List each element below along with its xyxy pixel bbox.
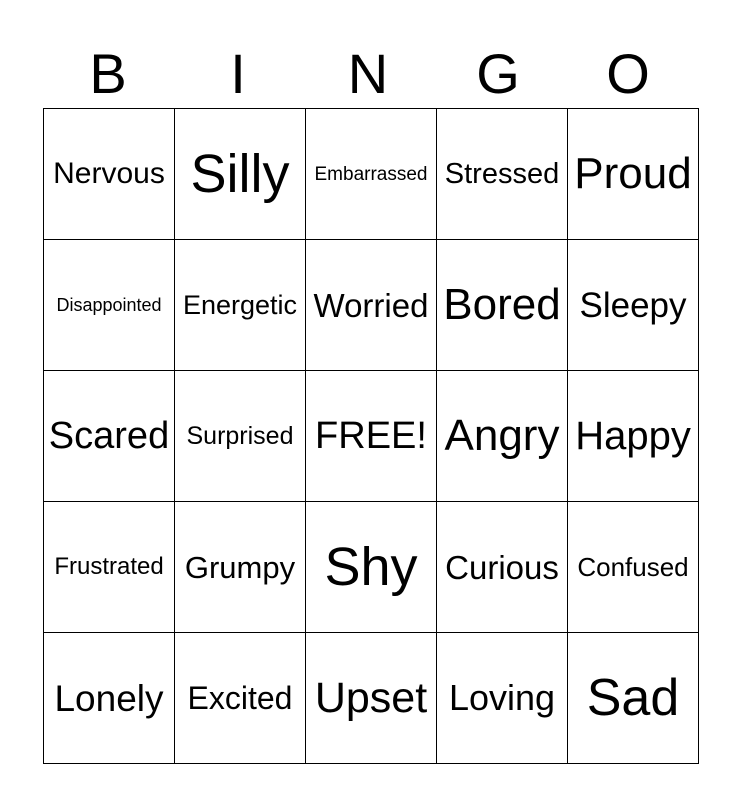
bingo-cell[interactable]: Disappointed [44, 240, 175, 371]
bingo-cell[interactable]: Happy [568, 371, 699, 502]
bingo-cell[interactable]: Frustrated [44, 502, 175, 633]
bingo-cell[interactable]: Sad [568, 633, 699, 764]
bingo-header [43, 40, 693, 108]
bingo-cell[interactable]: Upset [306, 633, 437, 764]
header-letter-o: O [606, 42, 650, 105]
bingo-cell[interactable]: Excited [175, 633, 306, 764]
bingo-cell[interactable]: Angry [437, 371, 568, 502]
board-row [44, 240, 699, 371]
bingo-cell[interactable]: Loving [437, 633, 568, 764]
bingo-cell[interactable]: Bored [437, 240, 568, 371]
board-row [44, 109, 699, 240]
bingo-cell[interactable]: Sleepy [568, 240, 699, 371]
bingo-cell[interactable]: Lonely [44, 633, 175, 764]
bingo-cell[interactable]: Stressed [437, 109, 568, 240]
header-letter-b: B [89, 42, 127, 105]
bingo-cell[interactable]: Silly [175, 109, 306, 240]
bingo-cell[interactable]: Confused [568, 502, 699, 633]
bingo-cell[interactable]: Shy [306, 502, 437, 633]
bingo-cell[interactable]: Grumpy [175, 502, 306, 633]
header-letter-i: I [230, 42, 246, 105]
bingo-cell[interactable]: Curious [437, 502, 568, 633]
header-letter-n: N [347, 42, 389, 105]
bingo-cell[interactable]: Embarrassed [306, 109, 437, 240]
board-row [44, 371, 699, 502]
header-letter-g: G [476, 42, 520, 105]
bingo-board [43, 108, 699, 764]
board-row [44, 502, 699, 633]
bingo-cell[interactable]: Worried [306, 240, 437, 371]
bingo-cell[interactable]: Proud [568, 109, 699, 240]
bingo-cell[interactable]: FREE! [306, 371, 437, 502]
bingo-cell[interactable]: Energetic [175, 240, 306, 371]
board-row [44, 633, 699, 764]
bingo-cell[interactable]: Surprised [175, 371, 306, 502]
bingo-cell[interactable]: Scared [44, 371, 175, 502]
bingo-cell[interactable]: Nervous [44, 109, 175, 240]
